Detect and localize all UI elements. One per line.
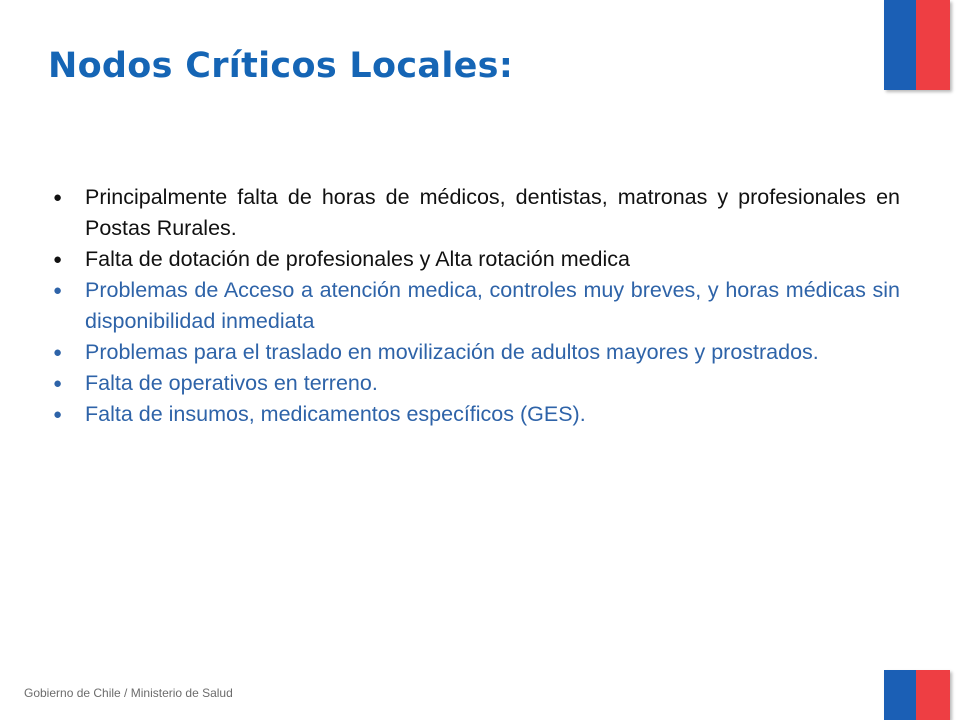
list-item <box>50 182 900 244</box>
list-item <box>50 275 900 337</box>
bullet-icon: ● <box>53 344 63 361</box>
slide-title: Nodos Críticos Locales: <box>48 46 514 86</box>
list-item-text: Problemas de Acceso a atención medica, controles muy breves, y horas médicas sin disponibilidad inmediata <box>85 278 900 333</box>
flag-red-stripe <box>916 670 950 720</box>
list-item <box>50 244 900 275</box>
bullet-icon: ● <box>53 251 63 268</box>
chile-flag-logo-bottom <box>884 670 950 720</box>
bullet-icon: ● <box>53 282 63 299</box>
bullet-icon: ● <box>53 375 63 392</box>
flag-blue-stripe <box>884 670 916 720</box>
list-item <box>50 337 900 368</box>
list-item-text: Falta de insumos, medicamentos específicos (GES). <box>85 402 586 426</box>
critical-nodes-list <box>50 182 900 430</box>
list-item-text: Problemas para el traslado en movilización de adultos mayores y prostrados. <box>85 340 819 364</box>
list-item <box>50 368 900 399</box>
list-item-text: Falta de operativos en terreno. <box>85 371 378 395</box>
list-item-text: Falta de dotación de profesionales y Alta rotación medica <box>85 247 630 271</box>
flag-blue-stripe <box>884 0 916 90</box>
chile-flag-logo-top <box>884 0 950 90</box>
bullet-icon: ● <box>53 406 63 423</box>
list-item-text: Principalmente falta de horas de médicos, dentistas, matronas y profesionales en Postas Rurales. <box>85 185 900 240</box>
flag-red-stripe <box>916 0 950 90</box>
bullet-icon: ● <box>53 189 63 206</box>
list-item <box>50 399 900 430</box>
footer-text: Gobierno de Chile / Ministerio de Salud <box>24 686 233 700</box>
